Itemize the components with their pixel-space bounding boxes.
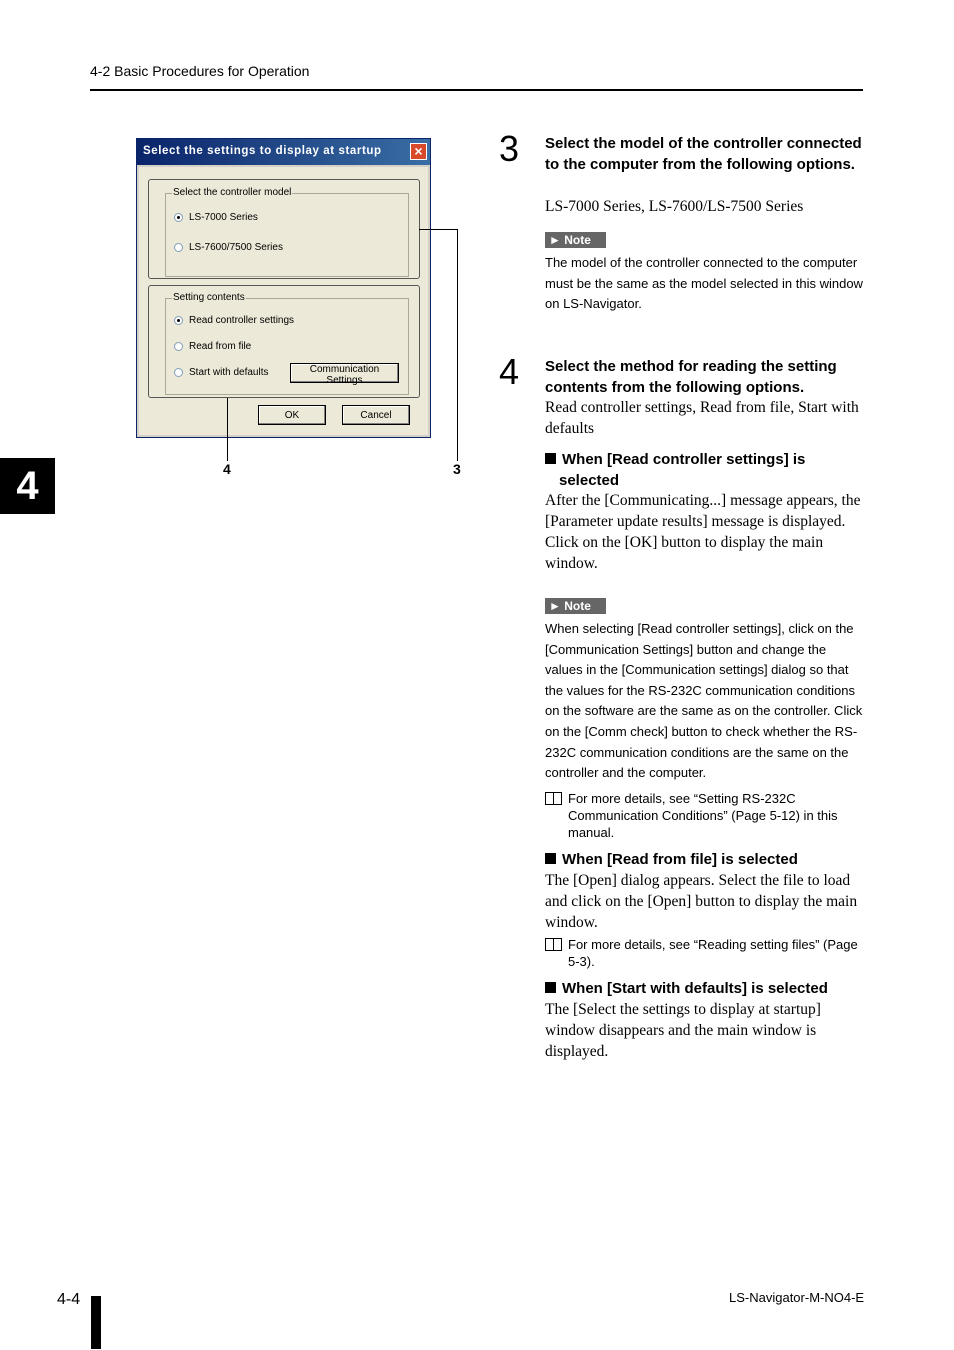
radio-label: LS-7000 Series	[189, 212, 258, 223]
radio-unchecked-icon	[174, 243, 183, 252]
callout-line-3-horizontal	[419, 229, 458, 230]
sub-heading-line2: selected	[559, 472, 620, 489]
contents-group-legend: Setting contents	[173, 292, 245, 303]
dialog-body	[139, 167, 428, 435]
radio-ls7000[interactable]	[174, 212, 258, 223]
document-code: LS-Navigator-M-NO4-E	[729, 1290, 865, 1305]
radio-read-file[interactable]	[174, 341, 251, 352]
step-number-4: 4	[499, 351, 520, 392]
radio-checked-icon	[174, 316, 183, 325]
step3-body: LS-7000 Series, LS-7600/LS-7500 Series	[545, 198, 804, 215]
model-group-legend: Select the controller model	[173, 187, 292, 198]
step4-heading: Select the method for reading the setting contents from the following options.	[545, 358, 837, 396]
sub1-body: After the [Communicating...] message appears, the [Parameter update results] message is displayed. Click on the [OK] button to display the main window.	[545, 492, 861, 572]
reference-setting-files	[545, 936, 863, 970]
communication-settings-button[interactable]: Communication Settings	[290, 363, 399, 383]
step3-note: The model of the controller connected to the computer must be the same as the model selected in this window on LS-Navigator.	[545, 255, 863, 312]
radio-ls7600[interactable]	[174, 242, 283, 253]
header-rule	[90, 89, 863, 91]
step4-note-badge: ► Note	[545, 598, 606, 614]
step3-note-badge: ► Note	[545, 232, 606, 248]
dialog-title: Select the settings to display at startup	[143, 145, 382, 157]
callout-label-4: 4	[223, 461, 231, 477]
dialog-titlebar	[137, 139, 430, 165]
callout-line-4-vertical	[227, 398, 228, 461]
reference-text: For more details, see “Reading setting files” (Page 5-3).	[568, 937, 858, 969]
page-number: 4-4	[57, 1291, 81, 1308]
square-bullet-icon	[545, 453, 556, 464]
sub3-body: The [Select the settings to display at startup] window disappears and the main window is displayed.	[545, 1001, 821, 1060]
radio-checked-icon	[174, 213, 183, 222]
cancel-button[interactable]: Cancel	[342, 405, 410, 425]
reference-rs232c	[545, 790, 863, 841]
sub-heading-line1: When [Read controller settings] is	[562, 451, 806, 468]
radio-unchecked-icon	[174, 342, 183, 351]
step4-body: Read controller settings, Read from file, Start with defaults	[545, 399, 859, 437]
reference-text: For more details, see “Setting RS-232C Communication Conditions” (Page 5-12) in this manual.	[568, 791, 838, 840]
sub-heading-read-controller	[545, 449, 863, 491]
model-frame	[148, 179, 420, 279]
model-group	[165, 187, 409, 277]
radio-unchecked-icon	[174, 368, 183, 377]
radio-read-controller[interactable]	[174, 315, 294, 326]
ok-button[interactable]: OK	[258, 405, 326, 425]
book-icon	[545, 792, 562, 805]
sub-heading-text: When [Start with defaults] is selected	[562, 980, 828, 997]
running-header: 4-2 Basic Procedures for Operation	[90, 63, 310, 79]
sub-heading-text: When [Read from file] is selected	[562, 851, 798, 868]
footer-bar	[91, 1296, 101, 1349]
sub2-body: The [Open] dialog appears. Select the file to load and click on the [Open] button to display the main window.	[545, 872, 858, 931]
contents-group	[165, 292, 409, 395]
radio-label: Read controller settings	[189, 315, 295, 326]
square-bullet-icon	[545, 853, 556, 864]
callout-line-3-vertical	[457, 229, 458, 461]
chapter-tab: 4	[0, 458, 55, 514]
book-icon	[545, 938, 562, 951]
square-bullet-icon	[545, 982, 556, 993]
callout-label-3: 3	[453, 461, 461, 477]
radio-label: LS-7600/7500 Series	[189, 242, 283, 253]
sub-heading-read-file	[545, 849, 863, 870]
radio-label: Read from file	[189, 341, 252, 352]
step-number-3: 3	[499, 128, 520, 169]
startup-settings-dialog	[136, 138, 431, 438]
sub-heading-defaults	[545, 978, 863, 999]
contents-frame	[148, 285, 420, 398]
step4-note: When selecting [Read controller settings], click on the [Communication Settings] button and change the values in the [Communication settings] dialog so that the values for the RS-232C communication conditions on the software are the same as on the controller. Click on the [Comm check] button to check whether the RS-232C communication conditions are the same on the controller and the computer.	[545, 621, 863, 781]
radio-label: Start with defaults	[189, 367, 269, 378]
radio-defaults[interactable]	[174, 367, 268, 378]
close-icon[interactable]: ×	[410, 143, 427, 160]
step3-heading: Select the model of the controller connected to the computer from the following options.	[545, 135, 862, 173]
